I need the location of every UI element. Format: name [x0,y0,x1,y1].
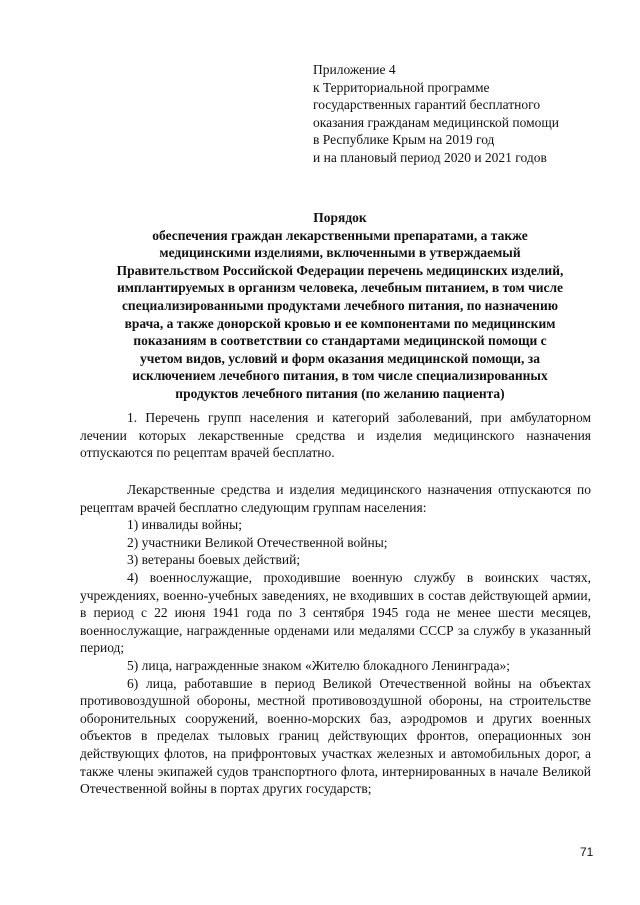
appendix-line: к Территориальной программе [313,79,490,95]
appendix-header [313,61,613,167]
title-line: исключением лечебного питания, в том числе специализированных [132,368,548,384]
list-item: 2) участники Великой Отечественной войны; [127,534,388,550]
paragraph: Лекарственные средства и изделия медицинского назначения отпускаются по рецептам врачей бесплатно следующим группам населения: [80,482,591,515]
title-line: обеспечения граждан лекарственными препаратами, а также [152,227,528,243]
appendix-line: Приложение 4 [313,62,396,77]
title-line: специализированными продуктами лечебного питания, по назначению [121,297,559,313]
page-number: 71 [580,845,594,859]
list-item: 1) инвалиды войны; [127,517,242,533]
title-line: учетом видов, условий и форм оказания медицинской помощи, за [140,350,540,366]
section-1 [80,409,591,462]
list-item: 5) лица, награжденные знаком «Жителю блокадного Ленинграда»; [127,657,511,673]
appendix-line: и на плановый период 2020 и 2021 годов [313,149,547,165]
title-heading: Порядок [313,210,367,225]
appendix-line: государственных гарантий бесплатного [313,97,541,113]
section-2 [80,481,591,798]
title-line: имплантируемых в организм человека, лечебным питанием, в том числе [116,280,564,296]
title-line: медицинскими изделиями, включенными в утверждаемый [159,245,521,261]
title-line: продуктов лечебного питания (по желанию пациента) [175,385,505,401]
title-line: показаниям в соответствии со стандартами медицинской помощи с [133,333,547,349]
document-title [80,209,600,403]
appendix-line: в Республике Крым на 2019 год [313,132,495,148]
title-line: врача, а также донорской кровью и ее компонентами по медицинским [124,315,556,331]
appendix-line: оказания гражданам медицинской помощи [313,114,560,130]
list-item: 3) ветераны боевых действий; [127,552,301,568]
title-line: Правительством Российской Федерации перечень медицинских изделий, [116,262,564,278]
paragraph: 1. Перечень групп населения и категорий заболеваний, при амбулаторном лечении которых лекарственные средства и изделия медицинского назначения отпускаются по рецептам врачей бесплатно. [80,410,591,461]
list-item: 4) военнослужащие, проходившие военную службу в воинских частях, учреждениях, военно-учебных заведениях, не входивших в состав действующей армии, в период с 22 июня 1941 года по 3 сентября 1945 года не менее шести месяцев, военнослужащие, награжденные орденами или медалями СССР за службу в указанный период; [80,569,591,656]
list-item: 6) лица, работавшие в период Великой Отечественной войны на объектах противовоздушной обороны, местной противовоздушной обороны, на строительстве оборонительных сооружений, военно-морских баз, аэродромов и других военных объектов в пределах тыловых границ действующих фронтов, операционных зон действующих флотов, на прифронтовых участках железных и автомобильных дорог, а также члены экипажей судов транспортного флота, интернированных в начале Великой Отечественной войны в портах других государств; [80,675,591,797]
